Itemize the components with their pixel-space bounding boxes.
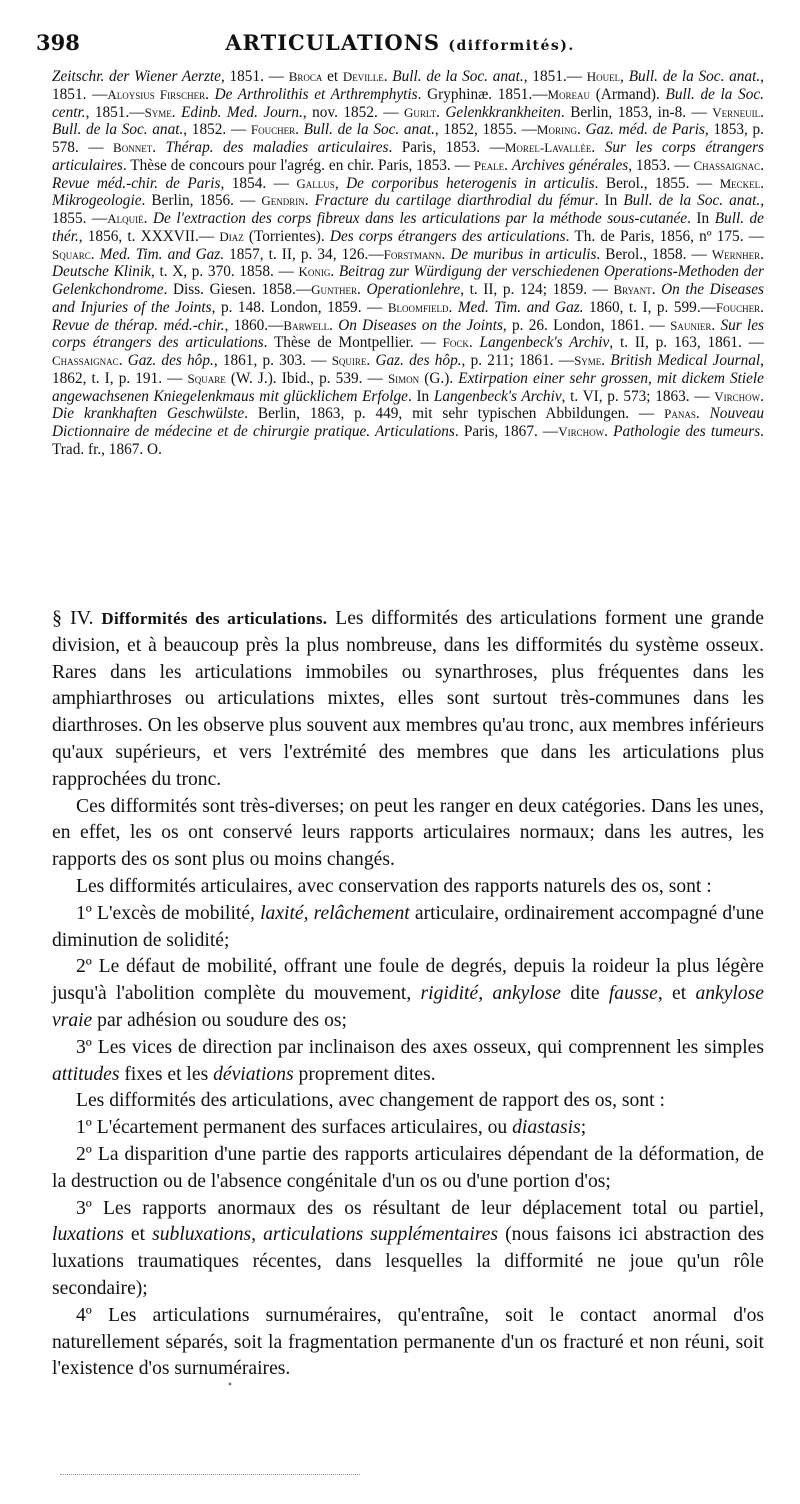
text-run: . (90, 245, 100, 263)
author-name: Broca (288, 69, 323, 84)
italic-text: Des corps étrangers des articulations (329, 227, 566, 245)
text-run: et (123, 1224, 153, 1246)
text-run: . (436, 103, 446, 121)
text-run: . (760, 174, 765, 192)
text-run: . Thèse de Montpellier. — (263, 334, 443, 352)
text-run: . (366, 352, 376, 369)
italic-text: Med. Tim. and Gaz. (99, 245, 225, 263)
text-run: . (330, 263, 339, 281)
italic-text: Langenbeck's Archiv (479, 334, 610, 352)
italic-text: Bull. de la Soc. anat. (392, 68, 524, 85)
author-name: Verneuil (712, 104, 761, 120)
italic-text: Mikrogeologie (52, 192, 142, 210)
body-paragraph (52, 1303, 764, 1383)
text-run: . In (687, 210, 715, 227)
italic-text: Thérap. des maladies articulaires (165, 139, 389, 156)
text-run: (Armand). (590, 85, 666, 103)
author-name: Houel (586, 69, 621, 84)
text-run: Ces difformités sont très-diverses; on peut les ranger en deux catégories. Dans les unes, en effet, les os ont conservé leurs rapports articulaires normaux; dans les autres, les rapports des os sont plus ou moins changés. (52, 795, 764, 871)
text-run: (W. J.). Ibid., p. 539. — (225, 369, 388, 387)
text-run: , 1861, p. 303. — (213, 352, 332, 369)
italic-text: Gaz. des hôp. (127, 352, 214, 369)
text-run: , 1854. — (220, 174, 297, 192)
bottom-rule (60, 1474, 360, 1479)
body-paragraph (52, 605, 764, 794)
italic-text: Edinb. Med. Journ. (181, 103, 303, 121)
italic-text: Archives générales (511, 156, 629, 174)
text-run: . (576, 121, 586, 139)
text-run: 1º L'excès de mobilité, (76, 902, 261, 924)
text-run: dite (560, 983, 609, 1005)
text-run: . (205, 85, 215, 103)
author-name: Alquié (107, 211, 144, 226)
italic-text: déviations (213, 1063, 294, 1085)
author-name: Chassaignac (52, 353, 119, 368)
italic-text: Sur les corps étrangers articulaires (52, 139, 765, 174)
italic-text: Deutsche Klinik (52, 263, 151, 281)
author-name: Squire (331, 353, 367, 368)
text-run: . (601, 352, 611, 369)
author-name: Peale (473, 157, 505, 173)
text-run: fixes et les (119, 1063, 214, 1085)
author-name: Diaz (219, 228, 244, 244)
italic-text: Sur les corps étrangers des articulations (52, 316, 764, 352)
text-run: , 1851. — (52, 68, 764, 103)
text-run: . (760, 156, 765, 174)
text-run: , (334, 174, 347, 192)
text-run: . (118, 352, 128, 369)
italic-text: Bull. de la Soc. anat. (623, 192, 761, 210)
author-name: Bryant (613, 282, 652, 297)
text-run: . (695, 405, 710, 423)
text-run: . Diss. Giesen. 1858.— (163, 281, 312, 298)
author-name: Syme (144, 104, 172, 120)
italic-text: Operationlehre (366, 281, 461, 298)
text-run: , 1853. — (628, 156, 694, 174)
running-header (36, 30, 764, 58)
italic-text: Bull. de la Soc. anat. (628, 68, 761, 85)
text-run: . Thèse de concours pour l'agrég. en chir. Paris, 1853. — (122, 156, 474, 174)
author-name: Moring (536, 122, 577, 138)
author-name: Meckel (719, 175, 761, 191)
text-run: , 1856, t. XXXVII.— (78, 227, 220, 245)
italic-text: luxations (52, 1224, 124, 1246)
text-run: articulaire, ordinairement accompagné d'une diminution de solidité; (52, 902, 764, 951)
author-name: Gendrin (261, 193, 305, 209)
text-run: . (468, 334, 480, 352)
italic-text: laxité, relâchement (260, 902, 410, 924)
text-run: ; (580, 1117, 587, 1139)
text-run: , p. 211; 1861. — (461, 352, 575, 369)
italic-text: Die krankhaften Geschwülste (52, 405, 245, 423)
running-title (36, 30, 764, 55)
italic-text: Zeitschr. der Wiener Aerzte (52, 68, 221, 85)
text-run: . Berlin, 1853, in-8. — (560, 103, 713, 121)
text-run: . (304, 192, 315, 210)
text-run: . Paris, 1853. — (388, 139, 505, 156)
text-run: (nous faisons ici abstraction des luxations traumatiques récentes, dans lesquelles la difformité ne joue qu'un rôle secondaire); (52, 1224, 764, 1299)
bibliography-paragraph (52, 68, 764, 459)
section-body (52, 605, 764, 1383)
text-run: Les difformités articulaires, avec conservation des rapports naturels des os, sont : (76, 875, 712, 897)
italic-text: Bull. de la Soc. centr. (52, 85, 765, 121)
author-name: Forstmann (383, 246, 442, 262)
italic-text: Langenbeck's Archiv (433, 387, 562, 405)
italic-text: subluxations, articulations supplémentaires (152, 1224, 499, 1246)
text-run: , t. II, p. 124; 1859. — (460, 281, 614, 298)
italic-text: Med. Tim. and Gaz. (457, 298, 584, 316)
body-paragraph (52, 1142, 764, 1196)
text-run: Les difformités des articulations, avec changement de rapport des os, sont : (76, 1090, 665, 1112)
text-run: 2º Le défaut de mobilité, offrant une foule de degrés, depuis la roideur la plus légère jusqu'à l'abolition complète du mouvement, (52, 956, 764, 1005)
text-run: . Berlin, 1863, p. 449, mit sehr typischen Abbildungen. — (244, 405, 665, 423)
body-paragraph (52, 901, 764, 955)
text-run: et (322, 68, 343, 85)
body-paragraph (52, 954, 764, 1034)
italic-text: De l'extraction des corps fibreux dans les articulations par la méthode sous-cutanée (152, 210, 688, 227)
italic-text: Gaz. méd. de Paris (585, 121, 705, 139)
author-name: Gallus (296, 175, 335, 191)
italic-text: Bull. de la Soc. anat. (52, 121, 184, 139)
text-run: , 1852. — (183, 121, 251, 139)
author-name: Deville (342, 69, 384, 84)
text-run: , 1860.— (224, 316, 284, 334)
page-number: 398 (36, 30, 80, 55)
text-run: , 1853, p. 578. — (52, 121, 764, 156)
text-run: . (760, 103, 764, 121)
text-run: , t. II, p. 163, 1861. — (609, 334, 764, 352)
author-name: Chassaignac (693, 157, 761, 173)
text-run: . In (407, 387, 434, 405)
text-run: Les difformités des articulations forment une grande division, et à beaucoup près la plus nombreuse, dans les difformités du système osseux. Rares dans les articulations immobiles ou synarthroses, plus fréquentes dans les amphiarthroses ou articulations mixtes, elles sont surtout très-communes dans les diarthroses. On les observe plus souvent aux membres qu'au tronc, aux membres inférieurs qu'aux supérieurs, et vers l'extrémité des membres que dans les articulations plus rapprochées du tronc. (52, 608, 765, 790)
italic-text: Extirpation einer sehr grossen, mit dickem Stiele angewachsenen Kniegelenkmaus mit glücklichem Erfolge (52, 369, 764, 405)
print-speck: • (227, 1380, 233, 1391)
text-run: . (152, 139, 166, 156)
author-name: Fock (442, 335, 469, 351)
text-run: , p. 26. London, 1861. — (502, 316, 671, 334)
author-name: Barwell (283, 317, 330, 333)
italic-text: British Medical Journal (610, 352, 761, 369)
section-mark: § IV. (52, 607, 94, 629)
text-run: 3º Les rapports anormaux des os résultant de leur déplacement total ou partiel, (76, 1197, 764, 1219)
author-name: Panas (664, 406, 696, 422)
italic-text: Pathologie des tumeurs (613, 423, 761, 440)
text-run: 1857, t. II, p. 34, 126.— (224, 245, 384, 263)
text-run: , et (657, 983, 696, 1005)
author-name: Morel-Lavallée (504, 140, 592, 155)
author-name: Virchow (558, 424, 605, 439)
italic-text: ankylose vraie (52, 983, 764, 1031)
text-run: , 1862, t. I, p. 191. — (52, 352, 764, 387)
text-run: proprement dites. (293, 1063, 436, 1085)
author-name: Wernher (711, 246, 761, 262)
text-run: . (143, 210, 153, 227)
text-run: , p. 148. London, 1859. — (211, 298, 388, 316)
author-name: Foucher (715, 299, 761, 315)
text-run: . Gryphinæ. 1851.— (417, 85, 548, 103)
italic-text: Nouveau Dictionnaire de médecine et de chirurgie pratique. Articulations (52, 405, 764, 440)
section-title: Difformités des articulations. (101, 609, 328, 628)
text-run: . (760, 245, 764, 263)
italic-text: Bull. de thér. (52, 210, 764, 245)
author-name: Foucher (250, 122, 296, 138)
text-run: . (441, 245, 451, 263)
text-run: . (383, 68, 393, 85)
author-name: Gurlt (404, 104, 437, 120)
running-title-main: ARTICULATIONS (225, 30, 441, 55)
text-run: , 1851. — (220, 68, 289, 85)
text-run: . Paris, 1867. — (454, 423, 559, 440)
running-title-sub: (difformités). (448, 38, 575, 54)
text-run: 1º L'écartement permanent des surfaces articulaires, ou (76, 1117, 513, 1139)
text-run: . (604, 423, 614, 440)
body-paragraph (52, 1088, 764, 1115)
author-name: Bloomfield (387, 299, 449, 315)
body-paragraph (52, 1035, 764, 1089)
body-paragraph (52, 874, 764, 901)
text-run: 3º Les vices de direction par inclinaison des axes osseux, qui comprennent les simples (76, 1036, 764, 1058)
text-run: . (651, 281, 662, 298)
author-name: Simon (387, 370, 420, 386)
italic-text: fausse (608, 983, 658, 1005)
italic-text: Gaz. des hôp. (375, 352, 462, 369)
author-name: Syme (574, 353, 602, 368)
text-run: . (591, 139, 605, 156)
text-run: 2º La disparition d'une partie des rapports articulaires dépendant de la déformation, de la destruction ou de l'absence congénitale d'un os ou d'une portion d'os; (52, 1143, 764, 1192)
italic-text: On Diseases on the Joints (338, 316, 503, 334)
italic-text: Fracture du cartilage diarthrodial du fémur (314, 192, 595, 210)
italic-text: rigidité, ankylose (420, 983, 561, 1005)
text-run: . (171, 103, 182, 121)
text-run: , 1851.— (85, 103, 145, 121)
text-run: . Trad. fr., 1867. O. (52, 423, 764, 458)
italic-text: Bull. de la Soc. anat. (303, 121, 435, 139)
text-run: . (711, 316, 721, 334)
text-run: . (504, 156, 512, 174)
italic-text: diastasis (512, 1117, 581, 1139)
author-name: Saunier (670, 317, 712, 333)
italic-text: De Arthrolithis et Arthremphytis (214, 85, 418, 103)
text-run: . Th. de Paris, 1856, nº 175. — (565, 227, 764, 245)
text-run: . Berol., 1858. — (596, 245, 712, 263)
text-run: . Berlin, 1856. — (141, 192, 262, 210)
text-run: . (357, 281, 367, 298)
text-run: . (760, 298, 764, 316)
italic-text: Beitrag zur Würdigung der verschiedenen Operations-Methoden der Gelenkchondrome (52, 263, 764, 298)
italic-text: On the Diseases and Injuries of the Joints (52, 281, 764, 316)
author-name: Moreau (547, 86, 591, 102)
author-name: Squarc (52, 246, 91, 262)
author-name: Bonnet (113, 140, 153, 155)
text-run: . (295, 121, 304, 139)
italic-text: De corporibus heterogenis in articulis (346, 174, 595, 192)
italic-text: Revue méd.-chir. de Paris (52, 174, 221, 192)
text-run: (G.). (419, 369, 459, 387)
text-run: (Torrientes). (243, 227, 330, 245)
text-run: . Berol., 1855. — (594, 174, 720, 192)
text-run: , nov. 1852. — (302, 103, 405, 121)
text-run: 4º Les articulations surnuméraires, qu'entraîne, soit le contact anormal d'os naturellement séparés, soit la fragmentation permanente d'un os fracturé et non réuni, soit l'existence d'os surnuméraires. (52, 1304, 764, 1380)
text-run: , t. X, p. 370. 1858. — (150, 263, 299, 281)
text-run: par adhésion ou soudure des os; (92, 1009, 347, 1031)
text-run: 1860, t. I, p. 599.— (583, 298, 716, 316)
text-run: . (329, 316, 339, 334)
bibliography-block (52, 68, 764, 459)
author-name: Virchow (714, 388, 761, 404)
text-run: , t. VI, p. 573; 1863. — (561, 387, 715, 405)
italic-text: Revue de thérap. méd.-chir. (52, 316, 225, 334)
text-run: . (760, 387, 764, 405)
author-name: Gunther (311, 282, 358, 297)
body-paragraph (52, 1115, 764, 1142)
author-name: Square (187, 370, 226, 386)
italic-text: De muribus in articulis (450, 245, 597, 263)
text-run: . (448, 298, 458, 316)
italic-text: Gelenkkrankheiten (445, 103, 561, 121)
author-name: Aloysius Firscher (107, 86, 206, 102)
body-paragraph (52, 794, 764, 874)
text-run: , (620, 68, 629, 85)
author-name: Konig (298, 264, 331, 280)
text-run: . In (594, 192, 624, 210)
italic-text: attitudes (52, 1063, 120, 1085)
body-paragraph (52, 1196, 764, 1303)
text-run: , 1855. — (52, 192, 765, 227)
text-run: , 1852, 1855. — (434, 121, 537, 139)
text-run: , 1851.— (523, 68, 587, 85)
